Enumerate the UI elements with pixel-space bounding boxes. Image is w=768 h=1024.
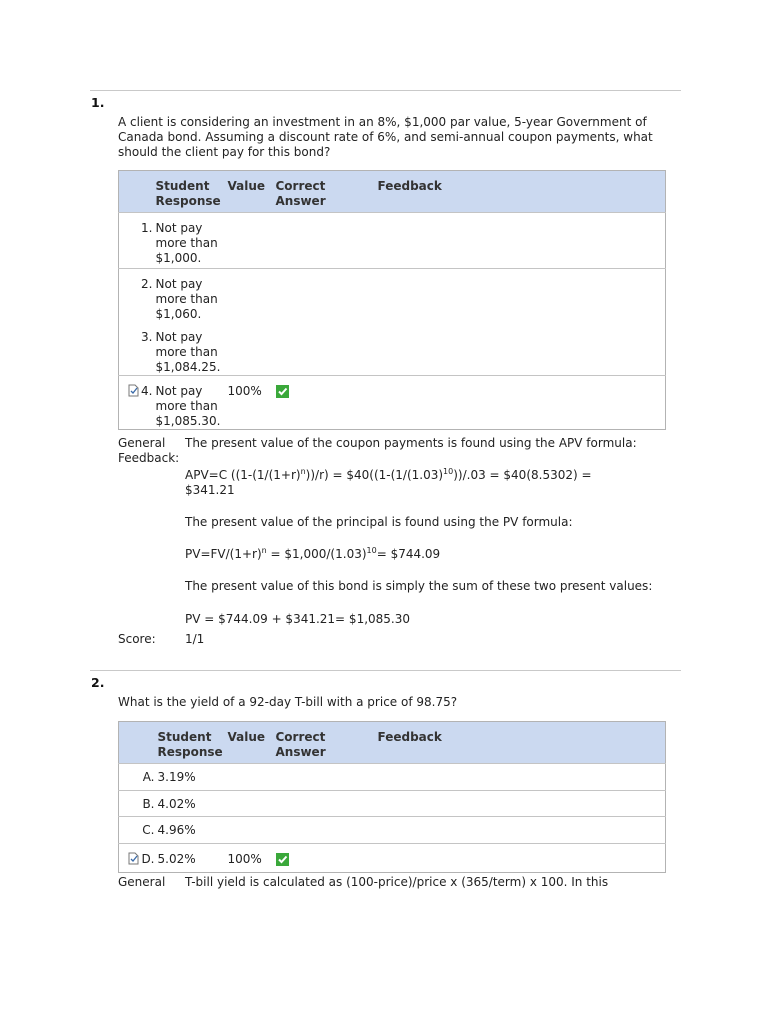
row-letter: C. bbox=[119, 817, 158, 844]
score-value: 1/1 bbox=[185, 632, 205, 646]
table-row bbox=[119, 269, 666, 323]
correct-check-icon bbox=[276, 385, 289, 402]
feedback-paragraph: T-bill yield is calculated as (100-price)/price x (365/term) x 100. In this bbox=[185, 875, 609, 889]
row-letter: 4. bbox=[141, 384, 153, 398]
row-response: 5.02% bbox=[158, 844, 228, 873]
row-response: 4.02% bbox=[158, 791, 228, 817]
table-header-row bbox=[119, 171, 666, 213]
question-2-response-table bbox=[118, 721, 666, 873]
row-letter: 1. bbox=[119, 213, 156, 269]
question-2-prompt: What is the yield of a 92-day T-bill with a price of 98.75? bbox=[118, 695, 458, 709]
header-feedback: Feedback bbox=[378, 722, 666, 764]
pv-sum: PV = $744.09 + $341.21= $1,085.30 bbox=[185, 612, 410, 626]
row-value bbox=[228, 322, 276, 376]
apv-formula: APV=C $((1-(1/(1+r)^n))/r)$ = $\$40((1-(1/(1.03)^{10}))/.03$ = $40(8.5302) = $341.21 bbox=[185, 467, 592, 497]
row-letter: 3. bbox=[141, 330, 153, 344]
row-letter: B. bbox=[119, 791, 158, 817]
table-header-row bbox=[119, 722, 666, 764]
feedback-paragraph: The present value of the coupon payments is found using the APV formula: bbox=[185, 436, 637, 450]
correct-check-icon bbox=[276, 853, 289, 870]
feedback-paragraph: The present value of this bond is simply the sum of these two present values: bbox=[185, 579, 653, 593]
row-response: Not pay more than $1,000. bbox=[156, 213, 228, 269]
table-row bbox=[119, 764, 666, 791]
table-row bbox=[119, 791, 666, 817]
header-value: Value bbox=[228, 722, 276, 764]
question-2-number: 2. bbox=[91, 675, 105, 690]
table-row bbox=[119, 213, 666, 269]
row-response: Not pay more than $1,060. bbox=[156, 269, 228, 323]
row-response: 3.19% bbox=[158, 764, 228, 791]
header-correct-answer: Correct Answer bbox=[276, 722, 378, 764]
row-value bbox=[228, 791, 276, 817]
header-correct-answer: Correct Answer bbox=[276, 171, 378, 213]
row-value bbox=[228, 764, 276, 791]
row-value: 100% bbox=[228, 844, 276, 873]
row-value bbox=[228, 213, 276, 269]
table-row bbox=[119, 322, 666, 376]
question-1-prompt: A client is considering an investment in an 8%, $1,000 par value, 5-year Government of Canada bond. Assuming a discount rate of 6%, and semi-annual coupon payments, what should the client pay for this bond? bbox=[118, 115, 653, 159]
table-row-selected bbox=[119, 376, 666, 430]
score-label: Score: bbox=[118, 632, 156, 646]
header-value: Value bbox=[228, 171, 276, 213]
pv-formula: $PV=FV/(1+r)^n$ = $\$1,000/(1.03)^{10}=$ $744.09 bbox=[185, 546, 441, 561]
row-value bbox=[228, 269, 276, 323]
question-1-number: 1. bbox=[91, 95, 105, 110]
header-feedback: Feedback bbox=[378, 171, 666, 213]
row-letter: 2. bbox=[119, 269, 156, 323]
row-response: 4.96% bbox=[158, 817, 228, 844]
row-response: Not pay more than $1,085.30. bbox=[156, 376, 228, 430]
header-student-response: Student Response bbox=[158, 722, 228, 764]
row-letter: D. bbox=[141, 852, 155, 866]
general-feedback-label: General Feedback: bbox=[118, 436, 180, 465]
table-row-selected bbox=[119, 844, 666, 873]
response-file-icon bbox=[128, 852, 140, 869]
question-1-divider bbox=[90, 90, 681, 91]
question-2-divider bbox=[90, 670, 681, 671]
row-letter: A. bbox=[119, 764, 158, 791]
row-value: 100% bbox=[228, 376, 276, 430]
response-file-icon bbox=[128, 384, 140, 401]
row-value bbox=[228, 817, 276, 844]
row-response: Not pay more than $1,084.25. bbox=[155, 330, 221, 374]
header-student-response: Student Response bbox=[156, 171, 228, 213]
general-feedback-label: General bbox=[118, 875, 166, 889]
question-1-response-table bbox=[118, 170, 666, 430]
table-row bbox=[119, 817, 666, 844]
feedback-paragraph: The present value of the principal is found using the PV formula: bbox=[185, 515, 573, 529]
